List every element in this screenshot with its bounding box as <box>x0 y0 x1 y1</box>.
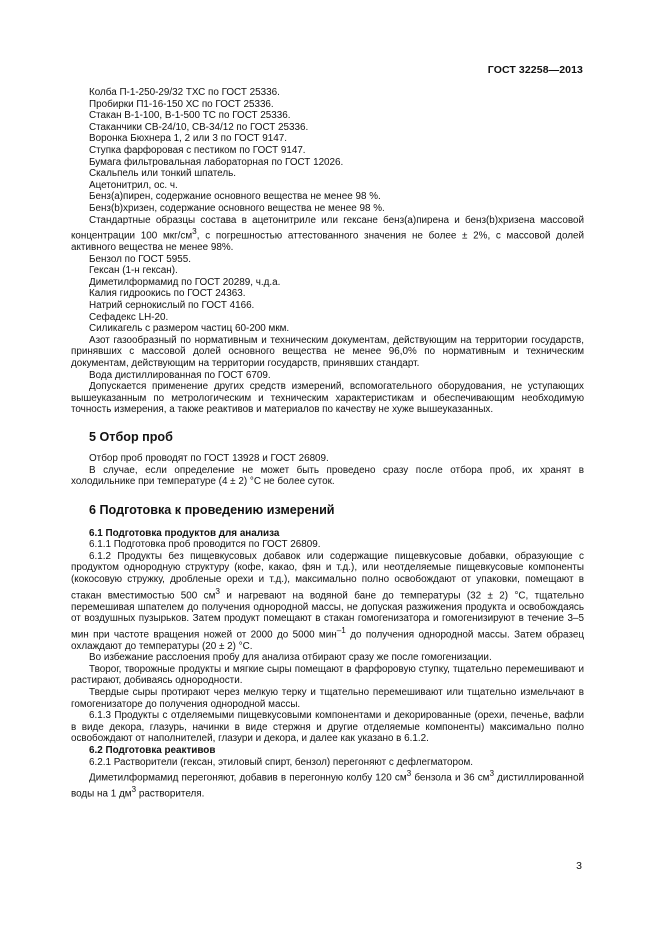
subsection-6-2-title: 6.2 Подготовка реактивов <box>89 744 216 756</box>
paragraph-6-2-1: 6.2.1 Растворители (гексан, этиловый спирт, бензол) перегоняют с дефлегматором. <box>89 756 474 768</box>
reagent-item: Силикагель с размером частиц 60-200 мкм. <box>89 323 290 335</box>
homogenization-paragraph: Во избежание расслоения пробу для анализа отбирают сразу же после гомогенизации. <box>89 652 492 664</box>
dmf-paragraph: Диметилформамид перегоняют, добавив в перегонную колбу 120 $см^3$ бензола и 36 $см^3$ дистиллированной воды на 1 $дм^3$ растворителя. <box>71 769 584 800</box>
page-content <box>71 87 584 800</box>
cottage-cheese-paragraph: Творог, творожные продукты и мягкие сыры помещают в фарфоровую ступку, тщательно перемешивают и растирают, добиваясь однородности. <box>71 663 584 687</box>
allowed-substitutes-paragraph: Допускается применение других средств измерений, вспомогательного оборудования, не уступающих вышеуказанным по метрологическим и техническим характеристикам и обеспечивающим необходимую точность измерения, а также реактивов и материалов по качеству не хуже вышеуказанных. <box>71 381 584 416</box>
water-paragraph: Вода дистиллированная по ГОСТ 6709. <box>89 369 271 381</box>
reagent-item: Натрий сернокислый по ГОСТ 4166. <box>89 299 255 311</box>
standard-code-header: ГОСТ 32258—2013 <box>487 64 583 76</box>
page-number: 3 <box>576 860 582 872</box>
equipment-item: Бенз(а)пирен, содержание основного вещества не менее 98 %. <box>89 191 381 203</box>
equipment-item: Пробирки П1-16-150 ХС по ГОСТ 25336. <box>89 98 274 110</box>
section-5-title: 5 Отбор проб <box>89 429 173 444</box>
reagent-item: Калия гидроокись по ГОСТ 24363. <box>89 288 246 300</box>
hard-cheese-paragraph: Твердые сыры протирают через мелкую терку и тщательно перемешивают или тщательно измельчают в гомогенизаторе до получения однородной массы. <box>71 687 584 710</box>
standard-samples-paragraph: Стандартные образцы состава в ацетонитриле или гексане бенз(а)пирена и бенз(b)хризена массовой концентрации 100 мкг/$см^3$, с погрешностью аттестованного значения не более ± 2%, с массовой долей активного вещества не менее 98%. <box>71 214 584 254</box>
equipment-item: Ацетонитрил, ос. ч. <box>89 179 178 191</box>
equipment-item: Бумага фильтровальная лабораторная по ГОСТ 12026. <box>89 156 344 168</box>
paragraph-6-1-2: 6.1.2 Продукты без пищевкусовых добавок или содержащие пищевкусовые добавки, образующие с продуктом однородную структуру (кофе, какао, фян и т.д.), или неотделяемые пищевкусовые компоненты (кокосовую стружку, дробленые орехи и т.д.), максимально полно освобождают от упаковки, помещают в стакан вместимостью 500 $см^3$ и нагревают на водяной бане до температуры (32 ± 2) °С, тщательно перемешивая шпателем до получения однородной массы, не допуская разжижения продукта и освобождаясь от воздушных пузырьков. Затем продукт помещают в стакан гомогенизатора и гомогенизируют в течение 3–5 мин при частоте вращения ножей от 2000 до 5000 мин$^{-1}$ до получения однородной массы. Затем образец охлаждают до температуры (20 ± 2) °С. <box>71 550 584 652</box>
equipment-item: Скальпель или тонкий шпатель. <box>89 168 236 180</box>
equipment-item: Стаканчики СВ-24/10, СВ-34/12 по ГОСТ 25336. <box>89 121 309 133</box>
equipment-item: Ступка фарфоровая с пестиком по ГОСТ 9147. <box>89 144 306 156</box>
equipment-item: Колба П-1-250-29/32 ТХС по ГОСТ 25336. <box>89 87 280 98</box>
reagent-item: Диметилформамид по ГОСТ 20289, ч.д.а. <box>89 276 281 288</box>
reagent-item: Бензол по ГОСТ 5955. <box>89 253 191 265</box>
reagent-item: Гексан (1-н гексан). <box>89 265 178 277</box>
paragraph-6-1-3: 6.1.3 Продукты с отделяемыми пищевкусовыми компонентами и декорированные (орехи, печенье, вафли в виде декора, глазурь, начинки в виде стержня и другие отделяемые компоненты) максимально полно освобождают от наполнителей, глазури и декора, и далее как указано в 6.1.2. <box>71 710 584 745</box>
equipment-item: Воронка Бюхнера 1, 2 или 3 по ГОСТ 9147. <box>89 133 288 145</box>
reagent-item: Сефадекс LH-20. <box>89 311 169 323</box>
equipment-item: Бенз(b)хризен, содержание основного вещества не менее 98 %. <box>89 202 385 214</box>
section-6-title: 6 Подготовка к проведению измерений <box>89 502 335 517</box>
section-5-paragraph: Отбор проб проводят по ГОСТ 13928 и ГОСТ 26809. <box>89 452 329 464</box>
equipment-item: Стакан В-1-100, В-1-500 ТС по ГОСТ 25336. <box>89 110 291 122</box>
subsection-6-1-title: 6.1 Подготовка продуктов для анализа <box>89 527 280 539</box>
paragraph-6-1-1: 6.1.1 Подготовка проб проводится по ГОСТ 26809. <box>89 539 321 551</box>
nitrogen-paragraph: Азот газообразный по нормативным и техническим документам, действующим на территории государств, принявших с массовой долей основного вещества не менее 96,0% по нормативным и техническим документам, действующим на территории государств, принявших стандарт. <box>71 334 584 369</box>
section-5-paragraph: В случае, если определение не может быть проведено сразу после отбора проб, их хранят в холодильнике при температуре (4 ± 2) °С не более суток. <box>71 464 584 488</box>
